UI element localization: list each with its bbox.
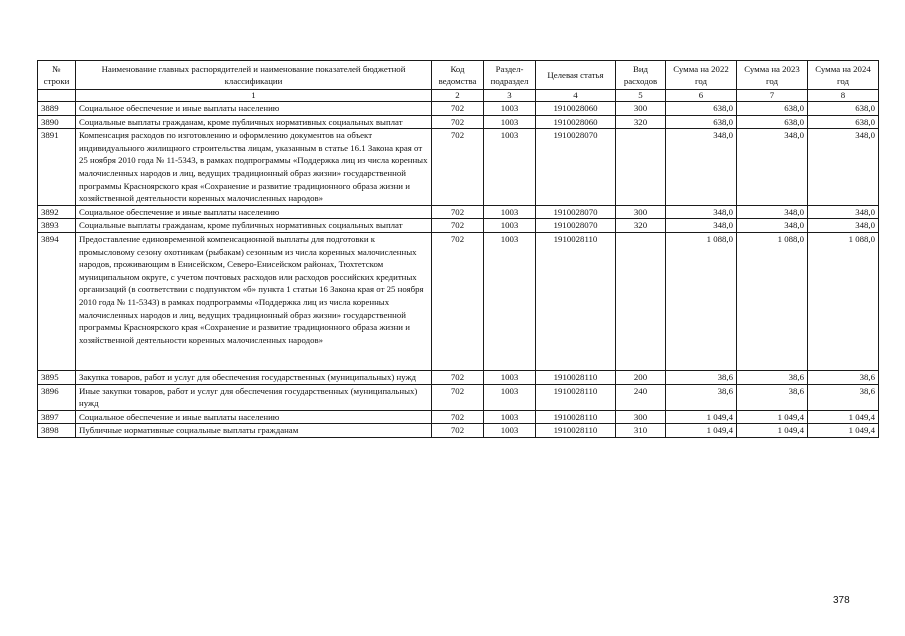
row-section: 1003 (484, 205, 536, 219)
row-exp-type: 320 (616, 115, 666, 129)
column-number: 3 (484, 90, 536, 102)
row-exp-type: 300 (616, 205, 666, 219)
row-section: 1003 (484, 115, 536, 129)
header-dept-code: Код ведомства (432, 61, 484, 90)
row-dept-code: 702 (432, 219, 484, 233)
table-row (38, 370, 879, 384)
row-sum-2024: 348,0 (808, 129, 879, 206)
column-number: 5 (616, 90, 666, 102)
row-exp-type: 310 (616, 424, 666, 438)
row-sum-2023: 348,0 (737, 129, 808, 206)
row-sum-2022: 348,0 (666, 205, 737, 219)
row-sum-2023: 638,0 (737, 115, 808, 129)
row-dept-code: 702 (432, 384, 484, 410)
row-name: Социальное обеспечение и иные выплаты населению (76, 205, 432, 219)
column-number: 6 (666, 90, 737, 102)
row-name: Социальное обеспечение и иные выплаты населению (76, 102, 432, 116)
row-name: Социальное обеспечение и иные выплаты населению (76, 410, 432, 424)
row-section: 1003 (484, 384, 536, 410)
column-number: 2 (432, 90, 484, 102)
row-name: Социальные выплаты гражданам, кроме публичных нормативных социальных выплат (76, 219, 432, 233)
row-sum-2023: 38,6 (737, 370, 808, 384)
row-sum-2022: 348,0 (666, 129, 737, 206)
row-sum-2023: 1 049,4 (737, 424, 808, 438)
row-sum-2024: 38,6 (808, 384, 879, 410)
header-name: Наименование главных распорядителей и наименование показателей бюджетной классификации (76, 61, 432, 90)
table-row (38, 410, 879, 424)
row-sum-2022: 38,6 (666, 384, 737, 410)
table-row (38, 129, 879, 206)
row-number: 3897 (38, 410, 76, 424)
row-dept-code: 702 (432, 115, 484, 129)
row-sum-2024: 38,6 (808, 370, 879, 384)
row-sum-2023: 1 088,0 (737, 232, 808, 370)
row-target: 1910028070 (536, 219, 616, 233)
row-number: 3893 (38, 219, 76, 233)
row-dept-code: 702 (432, 410, 484, 424)
row-exp-type (616, 232, 666, 370)
row-sum-2022: 1 088,0 (666, 232, 737, 370)
row-number: 3895 (38, 370, 76, 384)
table-row (38, 102, 879, 116)
row-sum-2024: 1 049,4 (808, 424, 879, 438)
row-dept-code: 702 (432, 370, 484, 384)
row-exp-type: 240 (616, 384, 666, 410)
page-number: 378 (833, 595, 850, 606)
row-section: 1003 (484, 232, 536, 370)
row-sum-2022: 1 049,4 (666, 424, 737, 438)
row-sum-2022: 638,0 (666, 115, 737, 129)
row-target: 1910028110 (536, 232, 616, 370)
row-target: 1910028060 (536, 115, 616, 129)
table-row (38, 232, 879, 370)
row-sum-2024: 638,0 (808, 102, 879, 116)
row-exp-type (616, 129, 666, 206)
row-sum-2023: 638,0 (737, 102, 808, 116)
row-name: Компенсация расходов по изготовлению и оформлению документов на объект индивидуального жилищного строительства лицам, указанным в статье 16.1 Закона края от 25 ноября 2010 года № 11-5343, в рамках подпрограммы «Поддержка лиц из числа коренных малочисленных народов и лиц, ведущих традиционный образ жизни» государственной программы Красноярского края «Сохранение и развитие традиционного образа жизни и хозяйственной деятельности коренных малочисленных народов» (76, 129, 432, 206)
row-target: 1910028070 (536, 205, 616, 219)
row-sum-2023: 1 049,4 (737, 410, 808, 424)
row-target: 1910028070 (536, 129, 616, 206)
row-dept-code: 702 (432, 424, 484, 438)
row-section: 1003 (484, 370, 536, 384)
row-sum-2024: 1 049,4 (808, 410, 879, 424)
row-target: 1910028110 (536, 384, 616, 410)
table-row (38, 205, 879, 219)
row-dept-code: 702 (432, 232, 484, 370)
row-sum-2024: 348,0 (808, 205, 879, 219)
row-exp-type: 200 (616, 370, 666, 384)
column-number: 7 (737, 90, 808, 102)
row-exp-type: 300 (616, 102, 666, 116)
row-sum-2022: 38,6 (666, 370, 737, 384)
header-row (38, 61, 879, 90)
row-target: 1910028110 (536, 410, 616, 424)
row-target: 1910028110 (536, 370, 616, 384)
row-section: 1003 (484, 424, 536, 438)
row-sum-2024: 1 088,0 (808, 232, 879, 370)
header-sum-2022: Сумма на 2022 год (666, 61, 737, 90)
table-row (38, 219, 879, 233)
row-section: 1003 (484, 410, 536, 424)
row-sum-2024: 348,0 (808, 219, 879, 233)
budget-document (37, 60, 878, 438)
row-sum-2023: 348,0 (737, 205, 808, 219)
header-target: Целевая статья (536, 61, 616, 90)
row-name: Закупка товаров, работ и услуг для обеспечения государственных (муниципальных) нужд (76, 370, 432, 384)
row-name: Предоставление единовременной компенсационной выплаты для подготовки к промысловому сезону охотникам (рыбакам) сезонным из числа коренных малочисленных народов, проживающим в Енисейском, Северо-Енисейском районах, Тюхтетском муниципальном округе, с учетом почтовых расходов или расходов российских кредитных организаций (в соответствии с подпунктом «б» пункта 1 статьи 16 Закона края от 25 ноября 2010 года № 11-5343) в рамках подпрограммы «Поддержка лиц из числа коренных малочисленных народов и лиц, ведущих традиционный образ жизни» государственной программы Красноярского края «Сохранение и развитие традиционного образа жизни и хозяйственной деятельности коренных малочисленных народов» (76, 232, 432, 370)
table-row (38, 424, 879, 438)
row-number: 3889 (38, 102, 76, 116)
column-number: 8 (808, 90, 879, 102)
budget-table (37, 60, 879, 438)
header-sum-2024: Сумма на 2024 год (808, 61, 879, 90)
row-number: 3898 (38, 424, 76, 438)
row-section: 1003 (484, 129, 536, 206)
row-section: 1003 (484, 219, 536, 233)
row-name: Публичные нормативные социальные выплаты гражданам (76, 424, 432, 438)
row-number: 3896 (38, 384, 76, 410)
row-exp-type: 300 (616, 410, 666, 424)
row-number: 3891 (38, 129, 76, 206)
row-sum-2023: 348,0 (737, 219, 808, 233)
header-row-num: № строки (38, 61, 76, 90)
row-section: 1003 (484, 102, 536, 116)
row-sum-2024: 638,0 (808, 115, 879, 129)
row-dept-code: 702 (432, 205, 484, 219)
row-sum-2023: 38,6 (737, 384, 808, 410)
header-exp-type: Вид расходов (616, 61, 666, 90)
row-number: 3894 (38, 232, 76, 370)
header-sum-2023: Сумма на 2023 год (737, 61, 808, 90)
column-number-row (38, 90, 879, 102)
row-target: 1910028110 (536, 424, 616, 438)
column-number (38, 90, 76, 102)
row-dept-code: 702 (432, 102, 484, 116)
table-row (38, 115, 879, 129)
row-sum-2022: 638,0 (666, 102, 737, 116)
row-sum-2022: 1 049,4 (666, 410, 737, 424)
row-number: 3890 (38, 115, 76, 129)
row-number: 3892 (38, 205, 76, 219)
row-name: Социальные выплаты гражданам, кроме публичных нормативных социальных выплат (76, 115, 432, 129)
column-number: 1 (76, 90, 432, 102)
row-sum-2022: 348,0 (666, 219, 737, 233)
row-name: Иные закупки товаров, работ и услуг для обеспечения государственных (муниципальных) нужд (76, 384, 432, 410)
column-number: 4 (536, 90, 616, 102)
table-row (38, 384, 879, 410)
row-dept-code: 702 (432, 129, 484, 206)
row-target: 1910028060 (536, 102, 616, 116)
header-section: Раздел-подраздел (484, 61, 536, 90)
row-exp-type: 320 (616, 219, 666, 233)
